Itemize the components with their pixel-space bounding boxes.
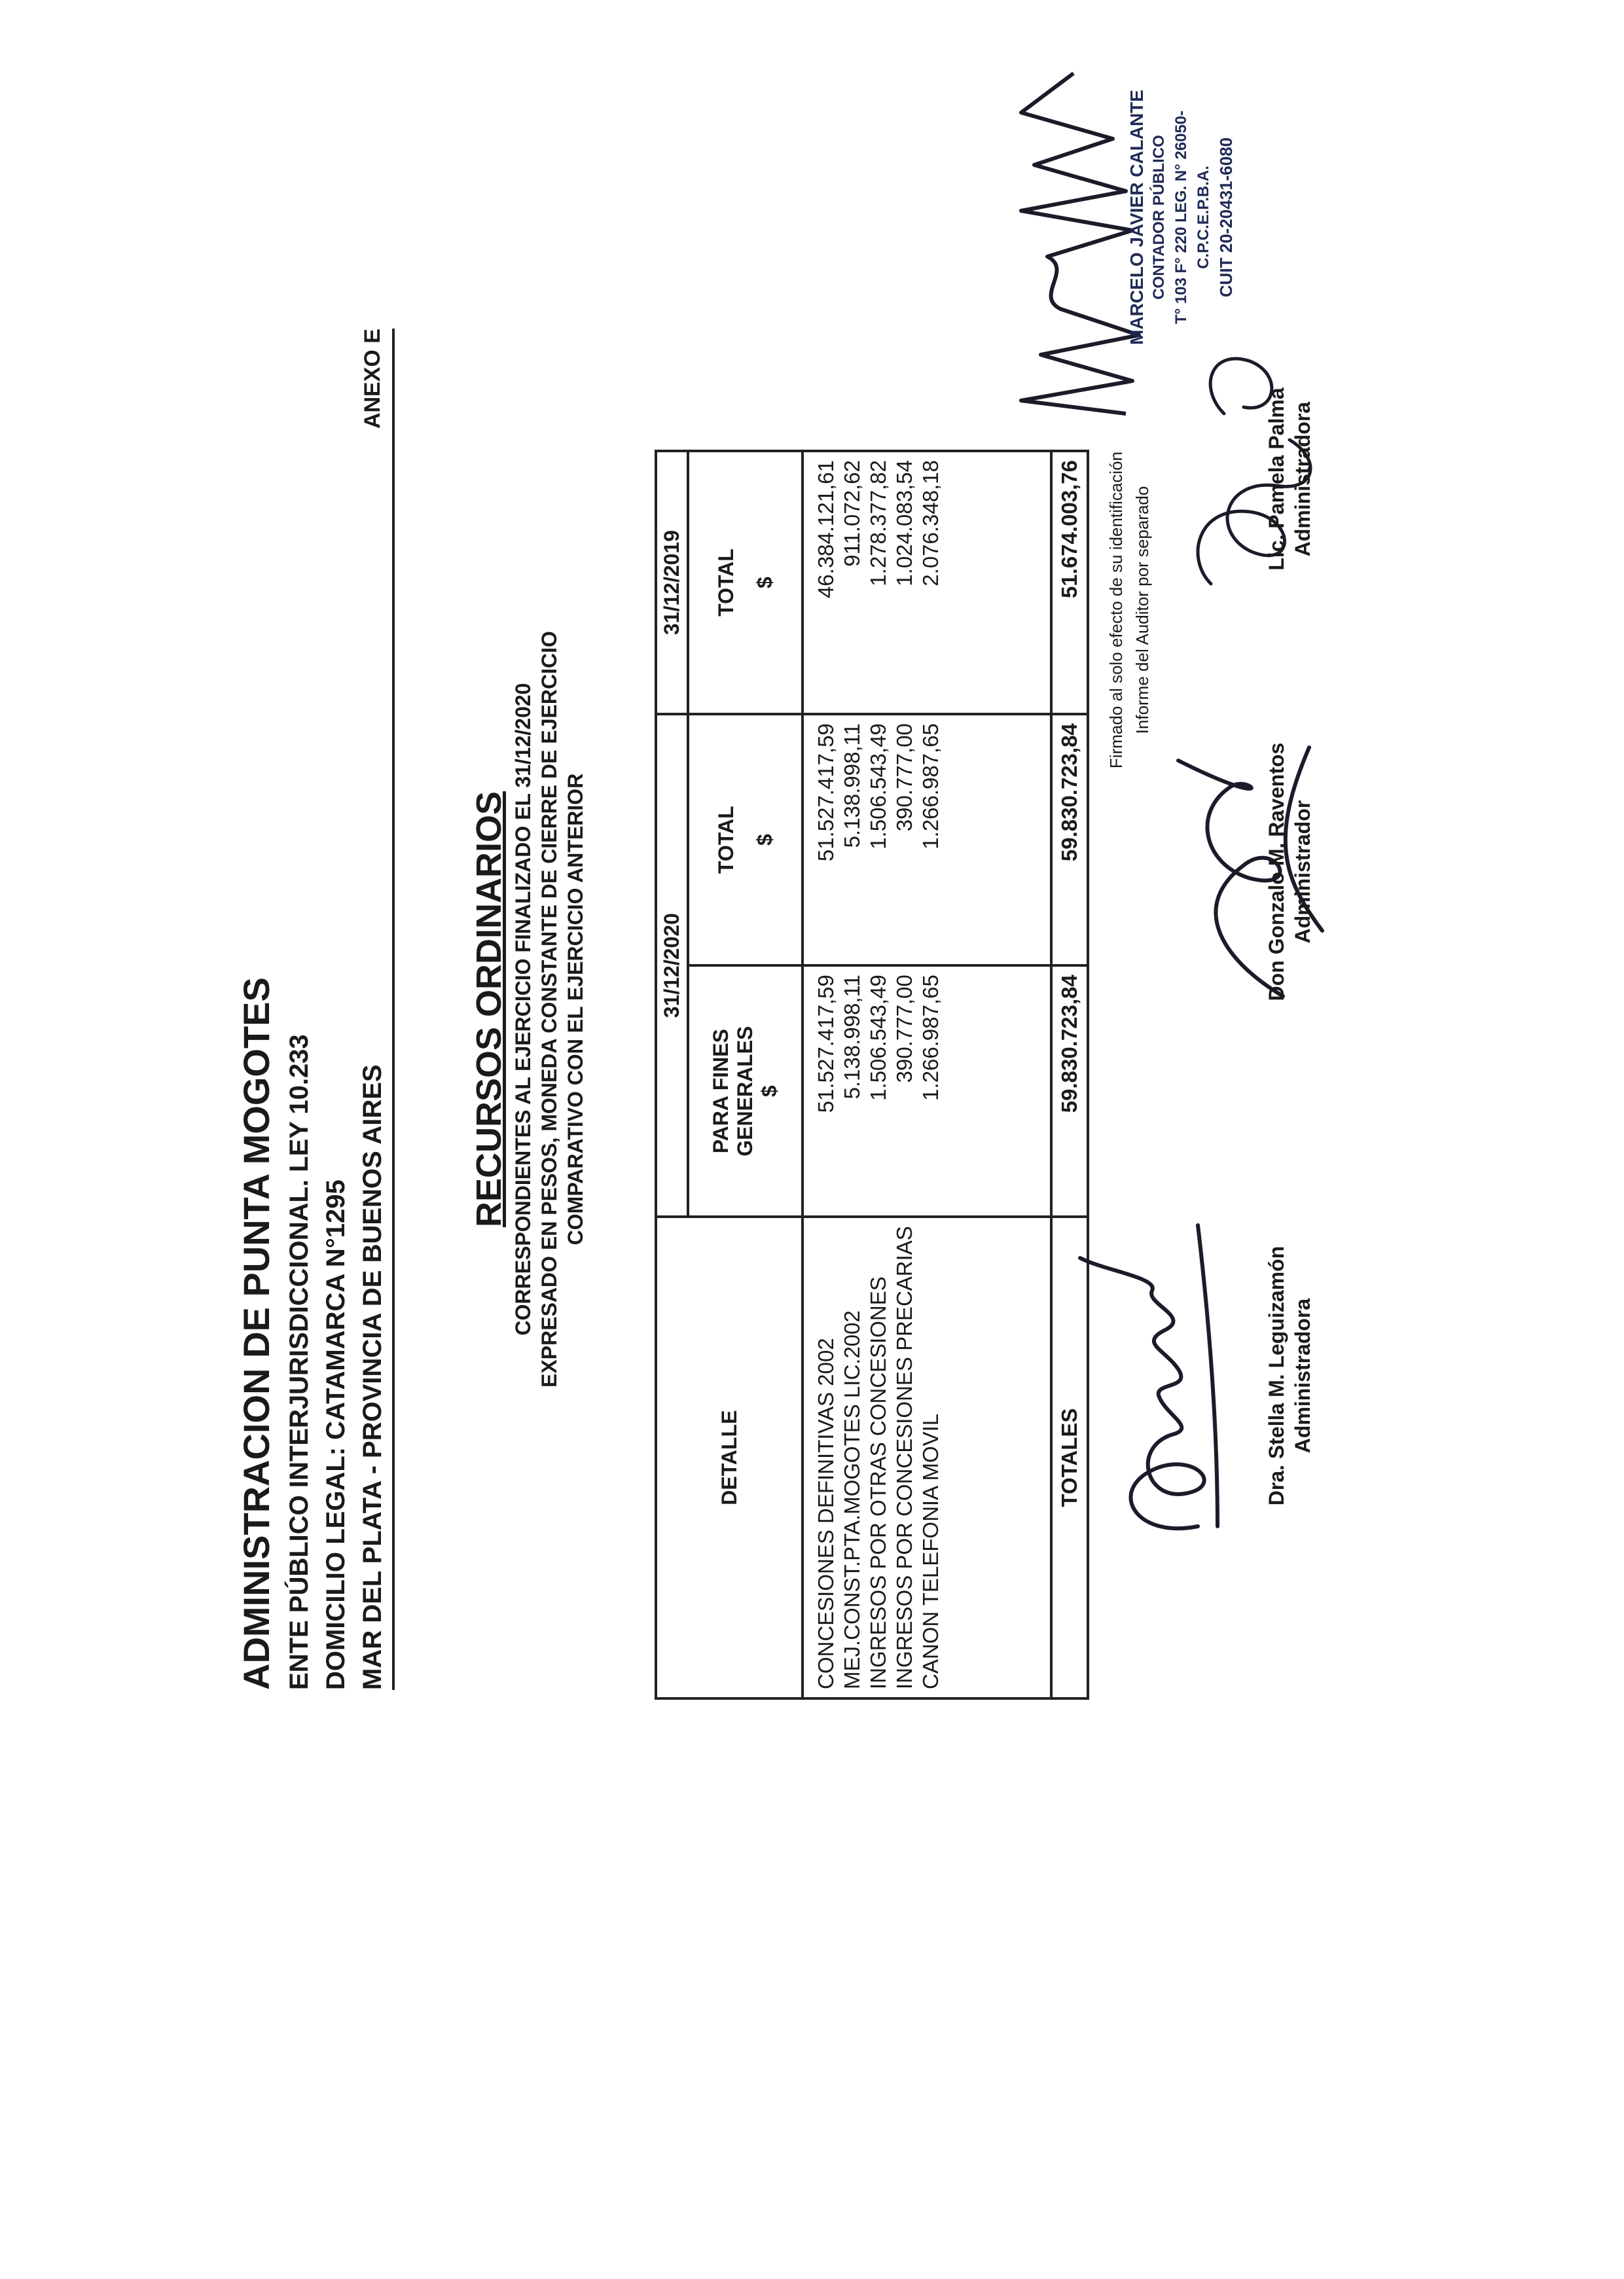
table-cell-fines: 1.266.987,65 xyxy=(918,975,943,1101)
stamp-line: MARCELO JAVIER CALANTE xyxy=(1127,90,1147,345)
table-header-row-periods xyxy=(656,451,688,1698)
table-cell-total-2019: 1.278.377,82 xyxy=(866,460,890,586)
signature-raventos xyxy=(1263,675,1316,1068)
stamp-line: T° 103 F° 220 LEG. N° 26050- xyxy=(1172,110,1190,325)
annex-label: ANEXO E xyxy=(360,329,385,429)
report-subtitle-2: EXPRESADO EN PESOS, MONEDA CONSTANTE DE CIERRE DE EJERCICIO xyxy=(537,631,561,1388)
total-2020-column xyxy=(803,714,1051,965)
document-header xyxy=(232,329,395,1690)
col-fines-currency: $ xyxy=(757,1085,781,1098)
table-row-detail: CONCESIONES DEFINITIVAS 2002 xyxy=(814,1338,838,1689)
fines-generales-column xyxy=(803,965,1051,1217)
col-fines-generales-header xyxy=(688,965,803,1217)
signature-palma xyxy=(1263,315,1316,643)
table-row-detail: CANON TELEFONIA MOVIL xyxy=(918,1413,943,1689)
col-total-2019-header xyxy=(688,451,803,714)
report-title-block xyxy=(468,329,588,1690)
signer-role: Administrador xyxy=(1291,800,1314,944)
signer-name: Don Gonzalo M. Raventos xyxy=(1265,742,1288,1001)
signer-name: Dra. Stella M. Leguizamón xyxy=(1265,1246,1288,1506)
signature-leguizamon xyxy=(1263,1179,1316,1572)
table-cell-total-2020: 1.506.543,49 xyxy=(866,723,890,850)
totals-fines: 59.830.723,84 xyxy=(1051,965,1088,1217)
signature-raventos-icon xyxy=(1152,734,1362,1009)
total-2019-column xyxy=(803,451,1051,714)
table-cell-total-2020: 5.138.998,11 xyxy=(840,723,864,848)
col-fines-line2: GENERALES xyxy=(733,1026,757,1157)
table-cell-fines: 390.777,00 xyxy=(892,975,916,1083)
signer-name: Lic. Pamela Palma xyxy=(1265,387,1288,571)
period-2019-header: 31/12/2019 xyxy=(656,451,688,714)
table-row-detail: MEJ.CONST.PTA.MOGOTES LIC.2002 xyxy=(840,1310,864,1689)
table-row-detail: INGRESOS POR OTRAS CONCESIONES xyxy=(866,1276,890,1689)
col-total-2020-header xyxy=(688,714,803,965)
col-total-2019-currency: $ xyxy=(752,577,776,588)
col-total-2020-label: TOTAL xyxy=(713,806,738,874)
stamp-line: CUIT 20-20431-6080 xyxy=(1216,137,1236,298)
col-fines-line1: PARA FINES xyxy=(709,1029,732,1154)
organization-name: ADMINISTRACION DE PUNTA MOGOTES xyxy=(236,977,277,1690)
table-cell-total-2020: 390.777,00 xyxy=(892,723,916,832)
signature-leguizamon-icon xyxy=(1001,1199,1283,1566)
table-cell-total-2020: 1.266.987,65 xyxy=(918,723,943,850)
city-line xyxy=(354,329,395,1690)
ente-line: ENTE PÚBLICO INTERJURISDICCIONAL. LEY 10.233 xyxy=(285,1034,314,1690)
table-row-detail: INGRESOS POR CONCESIONES PRECARIAS xyxy=(892,1226,916,1689)
report-title: RECURSOS ORDINARIOS xyxy=(469,791,509,1228)
signer-role: Administradora xyxy=(1291,1298,1314,1454)
totals-total-2019: 51.674.003,76 xyxy=(1051,451,1088,714)
table-cell-total-2020: 51.527.417,59 xyxy=(814,723,838,862)
report-subtitle-3: COMPARATIVO CON EL EJERCICIO ANTERIOR xyxy=(564,773,587,1246)
detail-header: DETALLE xyxy=(656,1217,803,1698)
auditor-note-line2: Informe del Auditor por separado xyxy=(1132,486,1152,734)
stamp-line: CONTADOR PÚBLICO xyxy=(1150,135,1168,300)
table-cell-fines: 5.138.998,11 xyxy=(840,975,864,1100)
stamp-line: C.P.C.E.P.B.A. xyxy=(1195,166,1212,269)
table-cell-fines: 1.506.543,49 xyxy=(866,975,890,1101)
auditor-stamp xyxy=(1126,34,1237,401)
auditor-note xyxy=(1103,381,1155,839)
table-cell-total-2019: 911.072,62 xyxy=(840,460,864,567)
totals-total-2020: 59.830.723,84 xyxy=(1051,714,1088,965)
period-2020-header: 31/12/2020 xyxy=(656,714,688,1217)
report-subtitle-1: CORRESPONDIENTES AL EJERCICIO FINALIZADO EL 31/12/2020 xyxy=(511,683,535,1336)
col-total-2019-label: TOTAL xyxy=(713,548,738,617)
table-cell-total-2019: 1.024.083,54 xyxy=(892,460,916,586)
col-total-2020-currency: $ xyxy=(752,834,776,846)
table-cell-total-2019: 46.384.121,61 xyxy=(814,460,838,599)
totals-label: TOTALES xyxy=(1051,1217,1088,1698)
table-cell-fines: 51.527.417,59 xyxy=(814,975,838,1113)
table-cell-total-2019: 2.076.348,18 xyxy=(918,460,943,586)
city-text: MAR DEL PLATA - PROVINCIA DE BUENOS AIRES xyxy=(358,1064,387,1690)
auditor-note-line1: Firmado al solo efecto de su identificación xyxy=(1106,451,1126,769)
signer-role: Administradora xyxy=(1291,401,1314,557)
domicilio-line: DOMICILIO LEGAL: CATAMARCA N°1295 xyxy=(321,1179,350,1690)
